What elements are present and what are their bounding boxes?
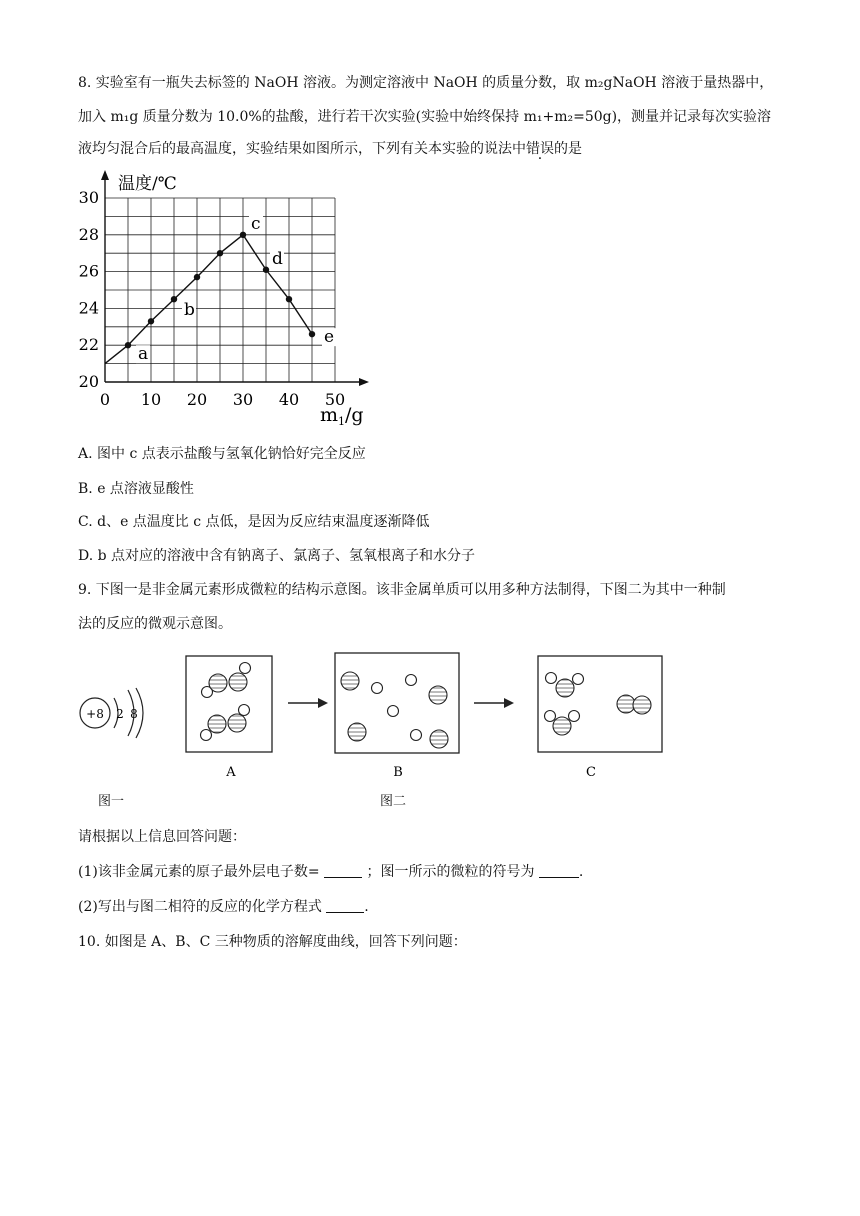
answer-blank-equation[interactable]	[326, 898, 364, 913]
atom-shell-2-electrons: 8	[130, 707, 138, 721]
atom-nucleus-charge: +8	[86, 707, 104, 721]
atom-structure-diagram	[76, 678, 166, 748]
data-point	[171, 296, 177, 302]
oxygen-atom	[209, 674, 227, 692]
oxygen-atom	[228, 714, 246, 732]
oxygen-atom	[208, 715, 226, 733]
chart-point-labels	[136, 214, 336, 364]
data-point	[240, 232, 246, 238]
x-tick-label: 20	[186, 390, 208, 409]
oxygen-atom	[341, 672, 359, 690]
oxygen-atom	[633, 696, 651, 714]
point-label-c: c	[251, 213, 261, 234]
x-tick-label: 10	[140, 390, 162, 409]
atom-shell-1-electrons: 2	[116, 707, 124, 721]
oxygen-atom	[617, 695, 635, 713]
x-tick-label: 40	[278, 390, 300, 409]
chart-ticks	[79, 188, 346, 409]
oxygen-atom	[553, 717, 571, 735]
data-point	[194, 274, 200, 280]
q9-line-1: 9. 下图一是非金属元素形成微粒的结构示意图。该非金属单质可以用多种方法制得，下图二为其中一种制	[78, 582, 726, 598]
answer-blank-electrons[interactable]	[324, 863, 362, 878]
answer-blank-symbol[interactable]	[539, 863, 579, 878]
oxygen-atom	[229, 673, 247, 691]
arrow-a-to-b	[288, 698, 328, 708]
point-label-b: b	[184, 300, 195, 321]
q9-prompt: 请根据以上信息回答问题：	[78, 829, 246, 845]
data-point	[286, 296, 292, 302]
reaction-micro-diagram	[180, 650, 680, 785]
data-point	[217, 250, 223, 256]
q8-line-2: 加入 m₁g 质量分数为 10.0%的盐酸，进行若干次实验(实验中始终保持 m₁+m₂=50g)，测量并记录每次实验溶	[78, 109, 772, 125]
q9-sub-question-2	[78, 897, 369, 917]
molecules	[201, 663, 652, 749]
q8-option-c: C. d、e 点温度比 c 点低，是因为反应结束温度逐渐降低	[78, 514, 430, 530]
x-tick-label: 30	[232, 390, 254, 409]
q9-sub1-mid: ；图一所示的微粒的符号为	[366, 864, 535, 880]
q9-sub2-pre: (2)写出与图二相符的反应的化学方程式	[78, 899, 322, 915]
data-point	[125, 342, 131, 348]
small-atom	[545, 711, 556, 722]
figure-2-caption: 图二	[380, 794, 407, 809]
q8-emphasis-word: 错误	[526, 141, 554, 157]
small-atom	[372, 683, 383, 694]
temperature-chart	[70, 168, 390, 438]
x-tick-label: 0	[99, 390, 111, 409]
q8-option-b: B. e 点溶液显酸性	[78, 481, 194, 497]
small-atom	[239, 705, 250, 716]
y-tick-label: 20	[78, 372, 99, 391]
small-atom	[201, 730, 212, 741]
oxygen-atom	[348, 723, 366, 741]
small-atom	[240, 663, 251, 674]
q8-option-d: D. b 点对应的溶液中含有钠离子、氯离子、氢氧根离子和水分子	[78, 548, 476, 564]
y-tick-label: 24	[78, 298, 99, 318]
oxygen-atom	[429, 686, 447, 704]
q8-line-3-post: 的是	[554, 141, 582, 157]
q9-line-2: 法的反应的微观示意图。	[78, 616, 232, 632]
y-tick-label: 28	[78, 224, 99, 244]
data-point	[309, 331, 315, 337]
chart-y-axis-label: 温度/℃	[118, 174, 177, 194]
q8-option-a: A. 图中 c 点表示盐酸与氢氧化钠恰好完全反应	[78, 446, 366, 462]
label-box-a: A	[226, 765, 236, 780]
y-tick-label: 26	[78, 261, 99, 281]
q9-sub1-post: .	[578, 864, 584, 880]
point-label-a: a	[138, 344, 149, 365]
arrow-b-to-c	[474, 698, 514, 708]
small-atom	[573, 674, 584, 685]
y-axis-arrow	[101, 170, 109, 180]
q9-sub-question-1	[78, 862, 583, 882]
point-label-e: e	[324, 327, 335, 348]
small-atom	[388, 706, 399, 717]
x-axis-arrow	[359, 378, 369, 386]
label-box-c: C	[586, 765, 596, 780]
small-atom	[406, 675, 417, 686]
oxygen-atom	[556, 679, 574, 697]
label-box-b: B	[393, 765, 403, 780]
q9-sub1-pre: (1)该非金属元素的原子最外层电子数=	[78, 864, 320, 880]
data-point	[263, 267, 269, 273]
chart-x-axis-label: $m_1/g$	[320, 404, 364, 428]
figure-1-caption: 图一	[98, 794, 125, 809]
small-atom	[411, 730, 422, 741]
data-point	[148, 318, 154, 324]
point-label-d: d	[272, 248, 283, 269]
small-atom	[569, 711, 580, 722]
y-tick-label: 30	[78, 188, 99, 207]
q10-line-1: 10. 如图是 A、B、C 三种物质的溶解度曲线，回答下列问题：	[78, 934, 467, 950]
q8-line-3	[78, 139, 582, 159]
q8-line-3-pre: 液均匀混合后的最高温度，实验结果如图所示，下列有关本实验的说法中	[78, 141, 526, 157]
q8-line-1: 8. 实验室有一瓶失去标签的 NaOH 溶液。为测定溶液中 NaOH 的质量分数，取 m₂gNaOH 溶液于量热器中，	[78, 75, 774, 91]
q9-sub2-post: .	[364, 899, 369, 915]
x-tick-label: 50	[324, 390, 346, 409]
box-a	[186, 656, 272, 752]
y-tick-label: 22	[78, 335, 99, 355]
small-atom	[546, 673, 557, 684]
oxygen-atom	[430, 730, 448, 748]
